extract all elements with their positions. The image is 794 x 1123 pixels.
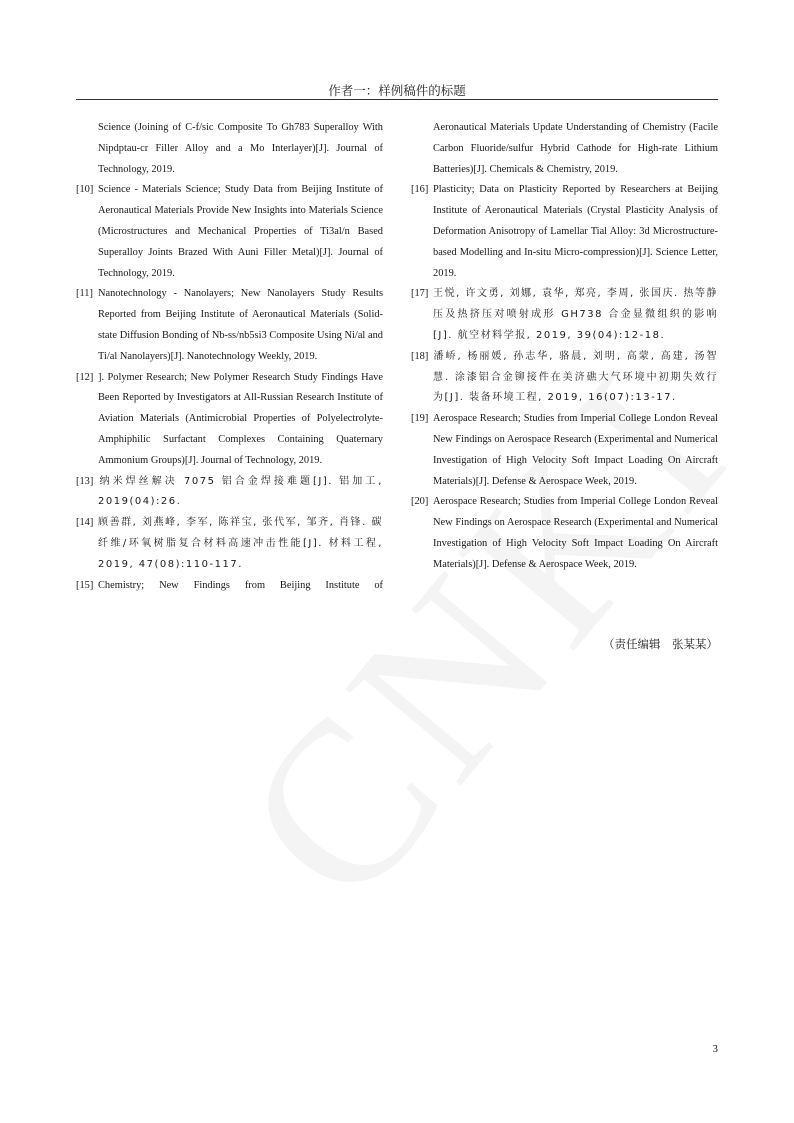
reference-number: [12] [76, 371, 94, 383]
reference-text: 纳米焊丝解决 7075 铝合金焊接难题[J]. 铝加工, 2019(04):26. [98, 475, 383, 508]
reference-entry-19 [411, 409, 718, 492]
reference-entry-14 [76, 513, 383, 575]
reference-text: Aerospace Research; Studies from Imperial College London Reveal New Findings on Aerospace Research (Experimental and Numerical Investigation of High Velocity Soft Impact Loading On Aircraft Materials)[J]. Defense & Aerospace Week, 2019. [433, 413, 718, 487]
reference-text: 顾善群, 刘燕峰, 李军, 陈祥宝, 张代军, 邹齐, 肖锋. 碳纤维/环氧树脂复合材料高速冲击性能[J]. 材料工程, 2019, 47(08):110-117. [98, 517, 383, 570]
reference-number: [14] [76, 517, 94, 529]
reference-text: Science - Materials Science; Study Data from Beijing Institute of Aeronautical Materials Provide New Insights into Materials Science (Microstructures and Mechanical Properties of Ti3al/n Based Superalloy Joints Brazed With Auni Filler Metal)[J]. Journal of Technology, 2019. [98, 184, 383, 279]
reference-text: Aerospace Research; Studies from Imperial College London Reveal New Findings on Aerospace Research (Experimental and Numerical Investigation of High Velocity Soft Impact Loading On Aircraft Materials)[J]. Defense & Aerospace Week, 2019. [433, 496, 718, 570]
reference-text: Nanotechnology - Nanolayers; New Nanolayers Study Results Reported from Beijing Institute of Aeronautical Materials (Solid-state Diffusion Bonding of Nb-ss/nb5si3 Composite Using Ni/al and Ti/al Nanolayers)[J]. Nanotechnology Weekly, 2019. [98, 288, 383, 362]
reference-text: Science (Joining of C-f/sic Composite To Gh783 Superalloy With Nipdptau-cr Filler Alloy and a Mo Interlayer)[J]. Journal of Technology, 2019. [98, 122, 383, 175]
references-right-column [411, 118, 718, 576]
reference-entry-11 [76, 284, 383, 367]
reference-text: ]. Polymer Research; New Polymer Research Study Findings Have Been Reported by Investigators at All-Russian Research Institute of Aviation Materials (Antimicrobial Properties of Polyelectrolyte-Amphiphilic Surfactant Complexes Containing Quaternary Ammonium Groups)[J]. Journal of Technology, 2019. [98, 371, 383, 466]
running-title: 作者一：样例稿件的标题 [328, 83, 466, 98]
reference-entry-18 [411, 347, 718, 409]
reference-number: [11] [76, 288, 93, 300]
reference-entry-9-continued [76, 118, 383, 180]
reference-entry-17 [411, 284, 718, 346]
header-rule [76, 99, 718, 100]
reference-text: 王悦, 许文勇, 刘娜, 袁华, 郑亮, 李周, 张国庆. 热等静压及热挤压对喷射成形 GH738 合金显微组织的影响[J]. 航空材料学报, 2019, 39(04):12-18. [433, 288, 718, 341]
reference-entry-12 [76, 368, 383, 472]
reference-entry-10 [76, 180, 383, 284]
reference-number: [20] [411, 496, 429, 508]
reference-text: Aeronautical Materials Update Understanding of Chemistry (Facile Carbon Fluoride/sulfur Hybrid Cathode for High-rate Lithium Batteries)[J]. Chemicals & Chemistry, 2019. [433, 122, 718, 175]
reference-number: [10] [76, 184, 94, 196]
reference-number: [17] [411, 288, 429, 300]
reference-text: Chemistry; New Findings from Beijing Institute of [98, 579, 383, 591]
reference-text: Plasticity; Data on Plasticity Reported by Researchers at Beijing Institute of Aeronautical Materials (Crystal Plasticity Analysis of Deformation Anisotropy of Lamellar Tial Alloy: 3d Microstructure-based Modelling and In-situ Micro-compression)[J]. Science Letter, 2019. [433, 184, 718, 279]
reference-number: [19] [411, 413, 429, 425]
reference-entry-16 [411, 180, 718, 284]
reference-number: [18] [411, 350, 429, 362]
reference-entry-15 [76, 576, 383, 597]
reference-number: [13] [76, 475, 94, 487]
responsible-editor-note: （责任编辑 张某某） [603, 637, 718, 651]
page-number: 3 [712, 1043, 718, 1055]
reference-number: [15] [76, 579, 94, 591]
reference-entry-13 [76, 472, 383, 514]
references-left-column [76, 118, 383, 596]
reference-entry-20 [411, 492, 718, 575]
reference-entry-15-continued [411, 118, 718, 180]
reference-number: [16] [411, 184, 429, 196]
reference-text: 潘峤, 杨丽媛, 孙志华, 骆晨, 刘明, 高蒙, 高建, 汤智慧. 涂漆铝合金铆接件在美济礁大气环境中初期失效行为[J]. 装备环境工程, 2019, 16(07):13-17. [433, 350, 718, 404]
